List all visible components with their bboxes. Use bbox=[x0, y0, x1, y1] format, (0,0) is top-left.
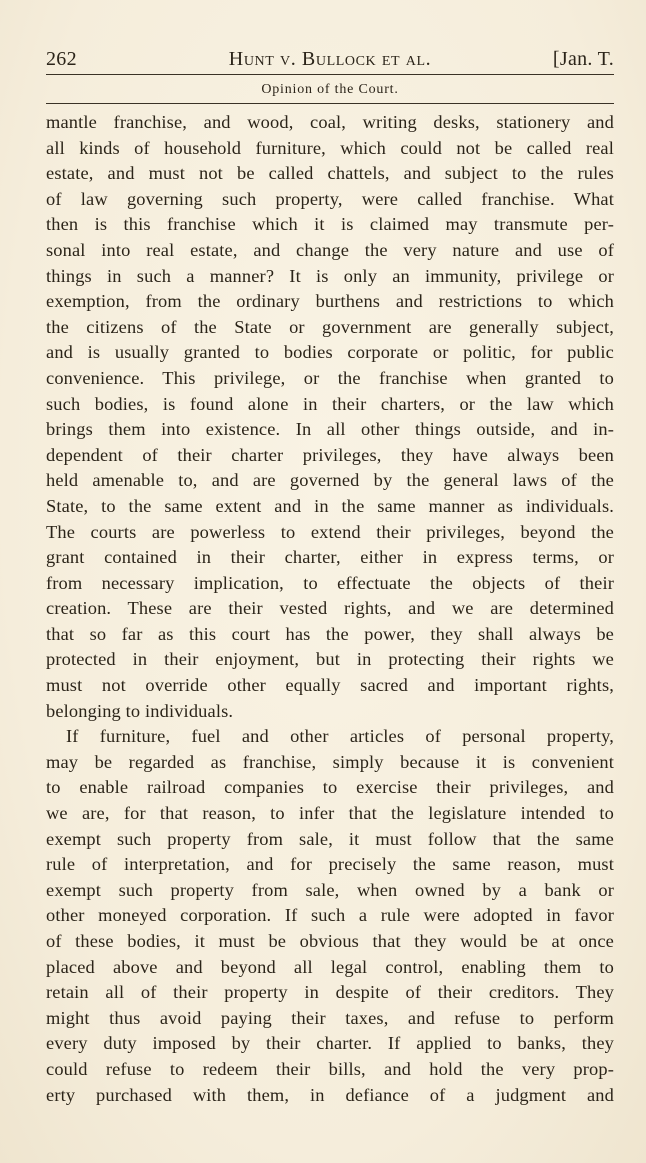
text-line: all kinds of household furniture, which could not be called real bbox=[46, 137, 614, 158]
text-line: and is usually granted to bodies corporate or politic, for public bbox=[46, 342, 614, 363]
text-line: such bodies, is found alone in their charters, or the law which bbox=[46, 393, 614, 414]
text-line-paragraph-end: belonging to individuals. bbox=[46, 700, 234, 721]
text-line: the citizens of the State or government are generally subject, bbox=[46, 316, 614, 337]
text-line: grant contained in their charter, either in express terms, or bbox=[46, 547, 614, 568]
running-head bbox=[46, 44, 614, 74]
section-heading: Opinion of the Court. bbox=[261, 82, 399, 97]
text-line: creation. These are their vested rights, and we are determined bbox=[46, 598, 614, 619]
text-line: The courts are powerless to extend their privileges, beyond the bbox=[46, 521, 614, 542]
text-line: exempt such property from sale, when owned by a bank or bbox=[46, 879, 614, 900]
text-line: protected in their enjoyment, but in protecting their rights we bbox=[46, 649, 614, 670]
text-line: other moneyed corporation. If such a rule were adopted in favor bbox=[46, 905, 614, 926]
text-line: held amenable to, and are governed by the general laws of the bbox=[46, 470, 614, 491]
text-line-paragraph-start: If furniture, fuel and other articles of personal property, bbox=[66, 726, 614, 747]
text-line: exemption, from the ordinary burthens and restrictions to which bbox=[46, 291, 614, 312]
opinion-text bbox=[46, 110, 614, 1108]
text-line: of these bodies, it must be obvious that they would be at once bbox=[46, 931, 614, 951]
text-line: placed above and beyond all legal control, enabling them to bbox=[46, 956, 614, 977]
section-rule bbox=[46, 103, 614, 104]
text-line: erty purchased with them, in defiance of a judgment and bbox=[46, 1084, 614, 1105]
text-line: dependent of their charter privileges, they have always been bbox=[46, 444, 614, 465]
header-rule bbox=[46, 74, 614, 75]
text-line: convenience. This privilege, or the franchise when granted to bbox=[46, 367, 614, 388]
text-line: from necessary implication, to effectuate the objects of their bbox=[46, 572, 614, 593]
court-term: [Jan. T. bbox=[552, 48, 614, 70]
text-line: of law governing such property, were called franchise. What bbox=[46, 188, 614, 209]
text-line: sonal into real estate, and change the very nature and use of bbox=[46, 239, 614, 260]
text-line: may be regarded as franchise, simply because it is convenient bbox=[46, 751, 614, 772]
text-line: might thus avoid paying their taxes, and refuse to perform bbox=[46, 1007, 614, 1028]
text-line: to enable railroad companies to exercise their privileges, and bbox=[46, 777, 614, 798]
page-number: 262 bbox=[46, 48, 77, 70]
text-line: every duty imposed by their charter. If applied to banks, they bbox=[46, 1033, 614, 1054]
text-line: could refuse to redeem their bills, and hold the very prop- bbox=[46, 1058, 614, 1079]
text-line: State, to the same extent and in the same manner as individuals. bbox=[46, 495, 614, 516]
text-line: rule of interpretation, and for precisely the same reason, must bbox=[46, 854, 614, 875]
text-line: estate, and must not be called chattels, and subject to the rules bbox=[46, 163, 614, 184]
case-title: Hunt v. Bullock et al. bbox=[228, 48, 432, 70]
text-line: must not override other equally sacred and important rights, bbox=[46, 675, 614, 696]
text-line: things in such a manner? It is only an immunity, privilege or bbox=[46, 265, 614, 286]
text-line: mantle franchise, and wood, coal, writing desks, stationery and bbox=[46, 112, 614, 132]
text-line: we are, for that reason, to infer that the legislature intended to bbox=[46, 803, 614, 824]
text-line: then is this franchise which it is claimed may transmute per- bbox=[46, 214, 614, 235]
text-line: brings them into existence. In all other things outside, and in- bbox=[46, 419, 614, 440]
text-line: that so far as this court has the power, they shall always be bbox=[46, 623, 614, 644]
text-line: retain all of their property in despite of their creditors. They bbox=[46, 982, 614, 1003]
text-line: exempt such property from sale, it must follow that the same bbox=[46, 828, 614, 849]
